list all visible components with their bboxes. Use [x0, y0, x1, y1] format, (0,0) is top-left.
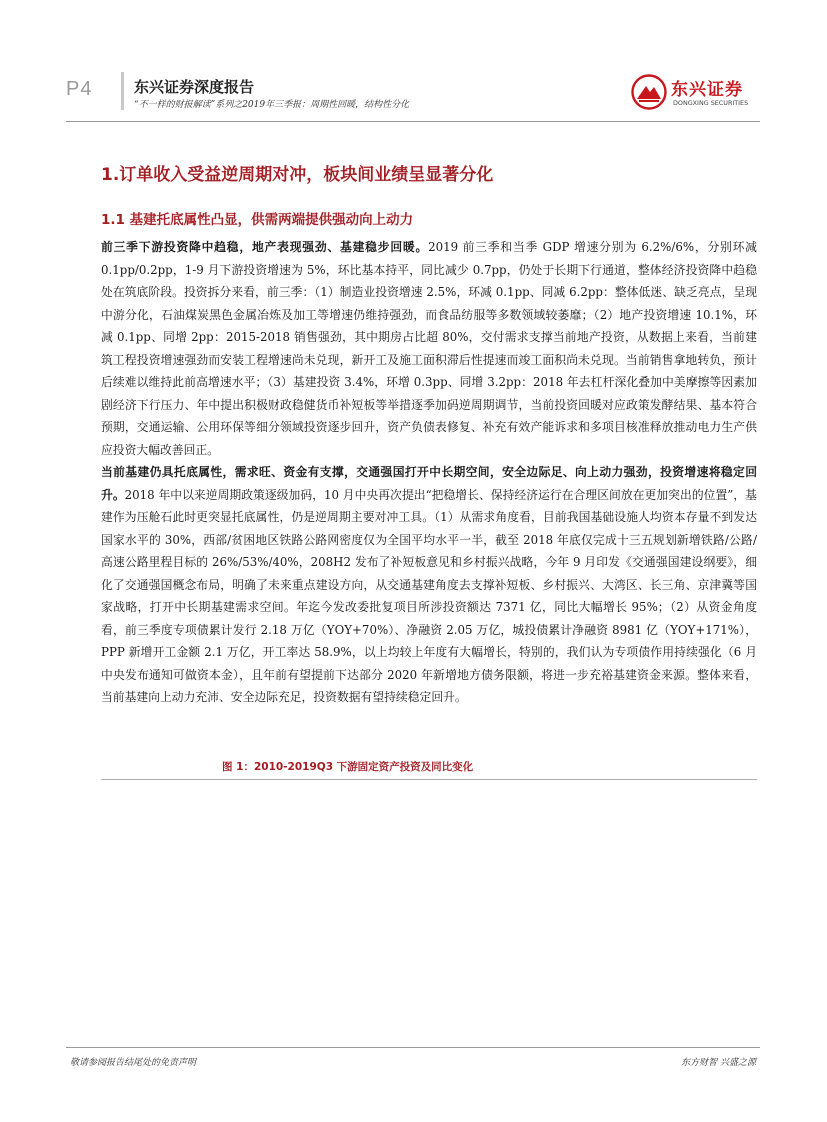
brand-logo	[630, 72, 756, 112]
disclaimer-note: 敬请参阅报告结尾处的免责声明	[70, 1058, 197, 1068]
header-rule	[66, 121, 760, 122]
paragraph-1	[101, 236, 757, 461]
page-number: P4	[66, 78, 93, 100]
report-subtitle: “不一样的财报解读”系列之2019年三季报：周期性回暖，结构性分化	[134, 100, 410, 110]
report-title: 东兴证券深度报告	[134, 78, 255, 96]
logo-mark-icon	[630, 74, 668, 110]
paragraph-lead: 前三季下游投资降中趋稳，地产表现强劲、基建稳步回暖。	[101, 240, 429, 254]
paragraph-lead: 当前基建仍具托底属性，需求旺、资金有支撑，交通强国打开中长期空间，安全边际足、向上动力强劲，投资增速将稳定回升。	[101, 465, 757, 502]
footer-rule	[66, 1047, 760, 1048]
header-divider	[121, 72, 124, 110]
logo-text-cn: 东兴证券	[671, 80, 743, 100]
caption-rule	[101, 779, 757, 780]
logo-text-en: DONGXING SECURITIES	[673, 99, 749, 107]
paragraph-2	[101, 461, 757, 709]
body-text	[101, 236, 757, 709]
subsection-heading: 1.1 基建托底属性凸显，供需两端提供强动向上动力	[101, 212, 414, 228]
paragraph-body: 2018 年中以来逆周期政策逐级加码，10 月中央再次提出“把稳增长、保持经济运行在合理区间放在更加突出的位置”，基建作为压舱石此时更突显托底属性，仍是逆周期主要对冲工具。（1）从需求角度看，目前我国基础设施人均资本存量不到发达国家水平的 30%，西部/贫困地区铁路公路网密度仅为全国平均水平一半，截至 2018 年底仅完成十三五规划新增铁路/公路/高速公路里程目标的 26%/53%/40%，208H2 发布了补短板意见和乡村振兴战略，今年 9 月印发《交通强国建设纲要》，细化了交通强国概念布局，明确了未来重点建设方向，从交通基建角度去支撑补短板、乡村振兴、大湾区、长三角、京津冀等国家战略，打开中长期基建需求空间。年迄今发改委批复项目所涉投资额达 7371 亿，同比大幅增长 95%；（2）从资金角度看，前三季度专项债累计发行 2.18 万亿（YOY+70%）、净融资 2.05 万亿，城投债累计净融资 8981 亿（YOY+171%），PPP 新增开工金额 2.1 万亿，开工率达 58.9%，以上均较上年度有大幅增长，特别的，我们认为专项债作用持续强化（6 月中央发布通知可做资本金），且年前有望提前下达部分 2020 年新增地方债务限额，将进一步充裕基建资金来源。整体来看，当前基建向上动力充沛、安全边际充足，投资数据有望持续稳定回升。	[101, 487, 757, 704]
figure-caption: 图 1：2010-2019Q3 下游固定资产投资及同比变化	[222, 761, 474, 773]
section-heading: 1.订单收入受益逆周期对冲，板块间业绩呈显著分化	[101, 165, 494, 185]
paragraph-body: 2019 前三季和当季 GDP 增速分别为 6.2%/6%，分别环减 0.1pp/0.2pp，1-9 月下游投资增速为 5%，环比基本持平，同比减少 0.7pp，仍处于长期下行通道，整体经济投资降中趋稳处在筑底阶段。投资拆分来看，前三季：（1）制造业投资增速 2.5%，环减 0.1pp、同减 6.2pp：整体低迷、缺乏亮点，呈现中游分化，石油煤炭黑色金属冶炼及加工等增速仍维持强劲，而食品纺服等多数领域较萎靡；（2）地产投资增速 10.1%，环减 0.1pp、同增 2pp：2015-2018 销售强劲，其中期房占比超 80%，交付需求支撑当前地产投资，从数据上来看，当前建筑工程投资增速强劲而安装工程增速尚未兑现，新开工及施工面积滞后性提速而竣工面积尚未兑现。当前销售拿地转负，预计后续难以维持此前高增速水平；（3）基建投资 3.4%，环增 0.3pp、同增 3.2pp：2018 年去杠杆深化叠加中美摩擦等因素加剧经济下行压力、年中提出积极财政稳健货币补短板等举措逐季加码逆周期调节，当前投资回暖对应政策发酵结果、基本符合预期，交通运输、公用环保等细分领域投资逐步回升，资产负债表修复、补充有效产能诉求和多项目核准释放推动电力生产供应投资大幅改善回正。	[101, 240, 757, 457]
footer-slogan: 东方财智 兴盛之源	[681, 1058, 756, 1068]
